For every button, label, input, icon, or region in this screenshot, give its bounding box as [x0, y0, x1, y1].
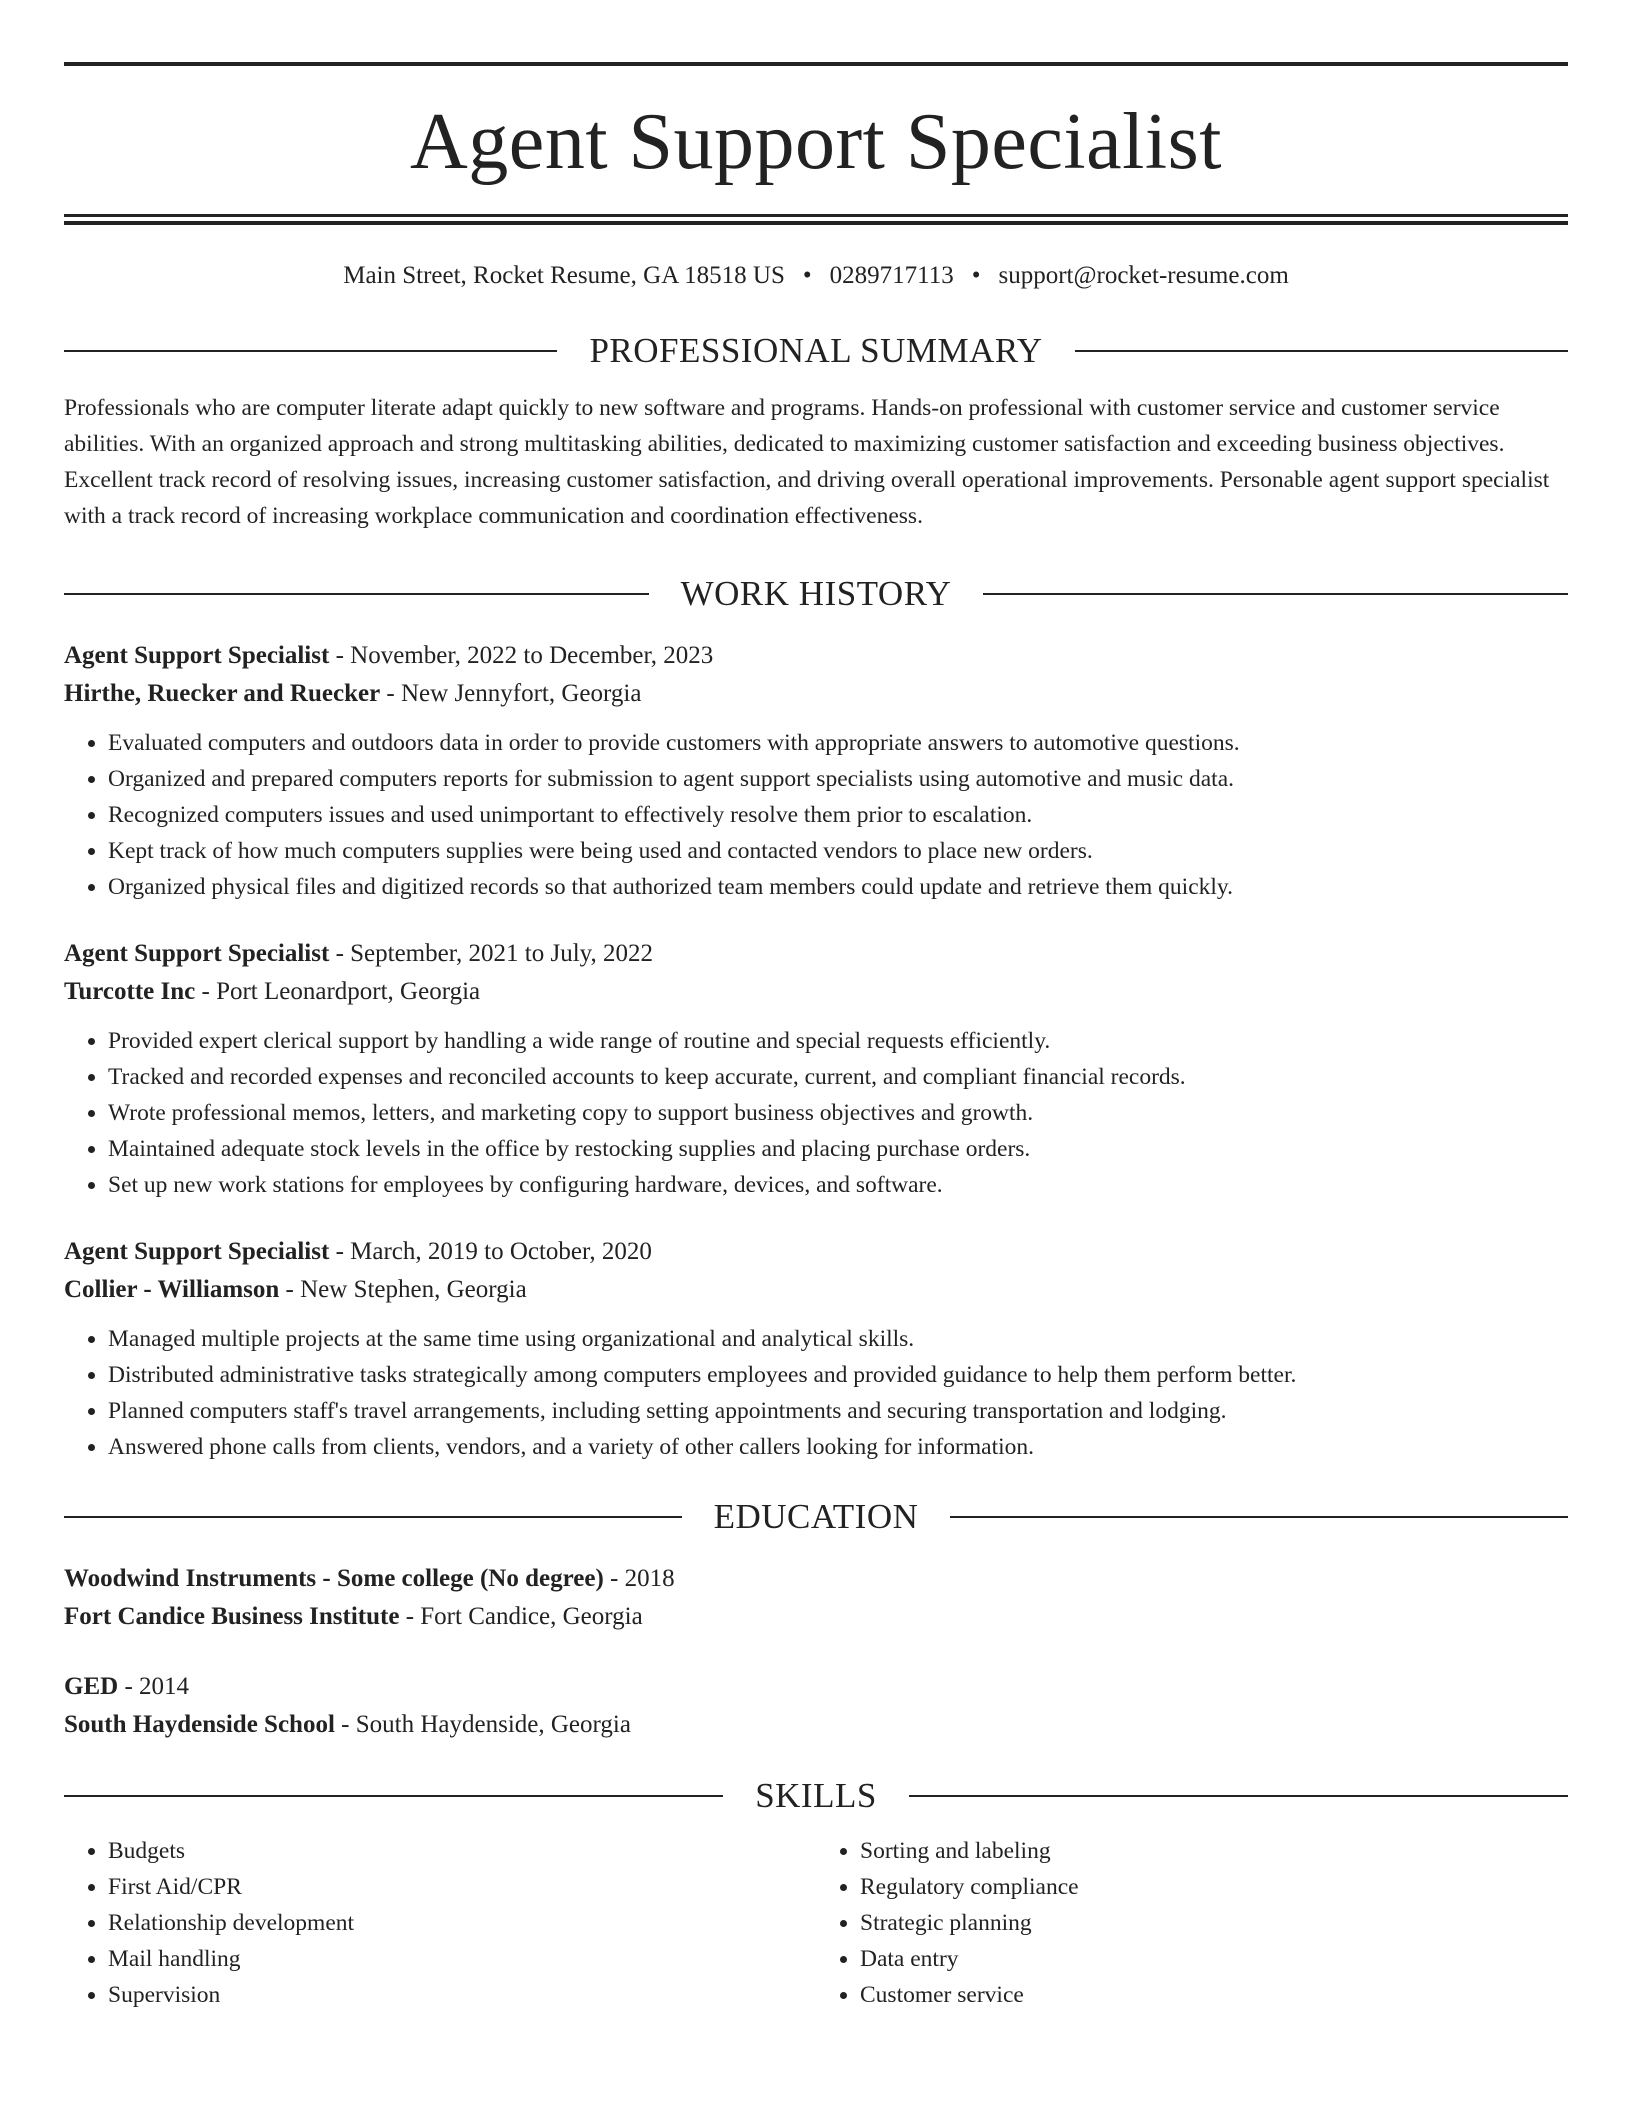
contact-line	[64, 261, 1568, 291]
list-item: • Wrote professional memos, letters, and marketing copy to support business objectives and growth.	[108, 1095, 1568, 1131]
education-school-line	[64, 1706, 1568, 1744]
skill-item: • Strategic planning	[860, 1905, 1568, 1941]
education-degree-line	[64, 1668, 1568, 1706]
skill-item: • Budgets	[108, 1833, 816, 1869]
job-location: - New Stephen, Georgia	[279, 1276, 527, 1303]
section-rule	[909, 1795, 1568, 1797]
job-entry	[64, 637, 1568, 905]
list-item: • Answered phone calls from clients, vendors, and a variety of other callers looking for information.	[108, 1429, 1568, 1465]
section-rule	[983, 593, 1568, 595]
skill-item: • First Aid/CPR	[108, 1869, 816, 1905]
job-company-line	[64, 1271, 1568, 1309]
resume-name: Agent Support Specialist	[410, 98, 1222, 186]
job-company: Hirthe, Ruecker and Ruecker	[64, 680, 381, 707]
summary-text: Professionals who are computer literate adapt quickly to new software and programs. Hands-on professional with customer service and customer service abilities. With an organized approach and strong multitasking abilities, dedicated to maximizing customer satisfaction and exceeding business objectives. Excellent track record of resolving issues, increasing customer satisfaction, and driving overall operational improvements. Personable agent support specialist with a track record of increasing workplace communication and coordination effectiveness.	[64, 395, 1550, 529]
job-dates: - September, 2021 to July, 2022	[329, 940, 654, 967]
education-year: - 2018	[603, 1565, 675, 1592]
job-dates: - March, 2019 to October, 2020	[329, 1238, 652, 1265]
section-rule	[64, 1516, 682, 1518]
job-location: - Port Leonardport, Georgia	[195, 978, 481, 1005]
education-location: - South Haydenside, Georgia	[334, 1711, 631, 1738]
job-company-line	[64, 973, 1568, 1011]
section-rule	[64, 350, 557, 352]
education-degree-line	[64, 1560, 1568, 1598]
job-bullets	[64, 1023, 1568, 1203]
education-school: Fort Candice Business Institute	[64, 1603, 400, 1630]
section-rule	[1075, 350, 1568, 352]
list-item: • Evaluated computers and outdoors data in order to provide customers with appropriate answers to automotive questions.	[108, 725, 1568, 761]
education-degree: GED	[64, 1673, 119, 1700]
section-header-summary	[64, 333, 1568, 368]
list-item: • Tracked and recorded expenses and reconciled accounts to keep accurate, current, and compliant financial records.	[108, 1059, 1568, 1095]
job-company: Turcotte Inc	[64, 978, 196, 1005]
job-role: Agent Support Specialist	[64, 642, 330, 669]
section-title: SKILLS	[755, 1776, 877, 1815]
education-degree: Woodwind Instruments - Some college (No degree)	[64, 1565, 604, 1592]
section-rule	[64, 1795, 723, 1797]
job-location: - New Jennyfort, Georgia	[380, 680, 642, 707]
section-header-education	[64, 1499, 1568, 1534]
skill-item: • Sorting and labeling	[860, 1833, 1568, 1869]
skill-item: • Regulatory compliance	[860, 1869, 1568, 1905]
section-title: PROFESSIONAL SUMMARY	[589, 331, 1043, 370]
education-school-line	[64, 1598, 1568, 1636]
job-title-line	[64, 1233, 1568, 1271]
section-rule	[64, 593, 649, 595]
header-double-rule	[64, 214, 1568, 225]
job-company: Collier - Williamson	[64, 1276, 280, 1303]
contact-email: support@rocket-resume.com	[998, 262, 1289, 289]
list-item: • Provided expert clerical support by handling a wide range of routine and special requests efficiently.	[108, 1023, 1568, 1059]
list-item: • Distributed administrative tasks strategically among computers employees and provided guidance to help them perform better.	[108, 1357, 1568, 1393]
contact-separator: •	[802, 262, 812, 289]
job-role: Agent Support Specialist	[64, 940, 330, 967]
contact-address: Main Street, Rocket Resume, GA 18518 US	[343, 262, 785, 289]
job-entry	[64, 1233, 1568, 1465]
job-bullets	[64, 725, 1568, 905]
job-title-line	[64, 935, 1568, 973]
contact-separator: •	[971, 262, 981, 289]
job-dates: - November, 2022 to December, 2023	[329, 642, 714, 669]
list-item: • Set up new work stations for employees by configuring hardware, devices, and software.	[108, 1167, 1568, 1203]
skill-item: • Relationship development	[108, 1905, 816, 1941]
top-rule	[64, 62, 1568, 66]
section-header-work	[64, 576, 1568, 611]
list-item: • Kept track of how much computers supplies were being used and contacted vendors to place new orders.	[108, 833, 1568, 869]
list-item: • Managed multiple projects at the same time using organizational and analytical skills.	[108, 1321, 1568, 1357]
section-header-skills	[64, 1778, 1568, 1813]
job-company-line	[64, 675, 1568, 713]
section-rule	[950, 1516, 1568, 1518]
education-school: South Haydenside School	[64, 1711, 335, 1738]
education-year: - 2014	[118, 1673, 190, 1700]
skill-item: • Supervision	[108, 1977, 816, 2013]
skills-column-left	[64, 1833, 816, 2013]
education-location: - Fort Candice, Georgia	[399, 1603, 643, 1630]
job-role: Agent Support Specialist	[64, 1238, 330, 1265]
education-entry	[64, 1560, 1568, 1636]
education-entry	[64, 1668, 1568, 1744]
section-title: WORK HISTORY	[680, 574, 952, 613]
list-item: • Organized physical files and digitized records so that authorized team members could update and retrieve them quickly.	[108, 869, 1568, 905]
skills-column-right	[816, 1833, 1568, 2013]
job-entry	[64, 935, 1568, 1203]
job-bullets	[64, 1321, 1568, 1465]
list-item: • Maintained adequate stock levels in the office by restocking supplies and placing purchase orders.	[108, 1131, 1568, 1167]
list-item: • Recognized computers issues and used unimportant to effectively resolve them prior to escalation.	[108, 797, 1568, 833]
skills-grid	[64, 1833, 1568, 2013]
list-item: • Planned computers staff's travel arrangements, including setting appointments and securing transportation and lodging.	[108, 1393, 1568, 1429]
job-title-line	[64, 637, 1568, 675]
skill-item: • Data entry	[860, 1941, 1568, 1977]
contact-phone: 0289717113	[829, 262, 954, 289]
skill-item: • Customer service	[860, 1977, 1568, 2013]
section-title: EDUCATION	[713, 1497, 919, 1536]
skill-item: • Mail handling	[108, 1941, 816, 1977]
list-item: • Organized and prepared computers reports for submission to agent support specialists using automotive and music data.	[108, 761, 1568, 797]
